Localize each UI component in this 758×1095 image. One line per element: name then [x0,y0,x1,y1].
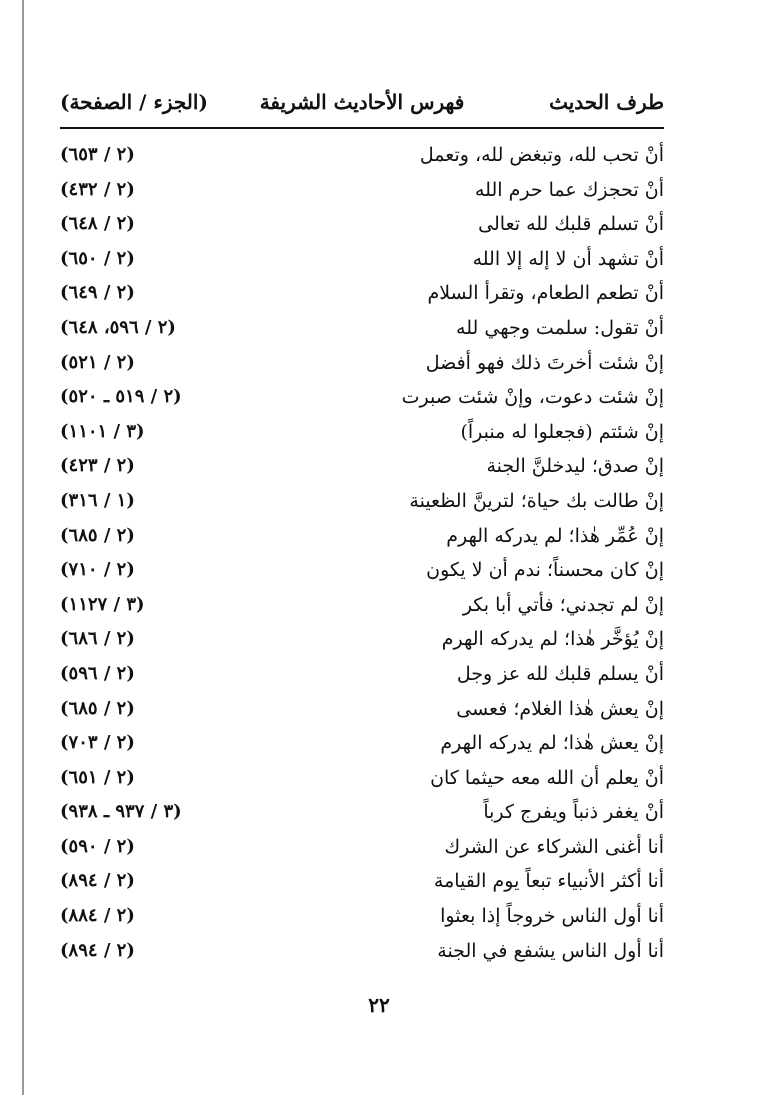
index-entry [60,176,664,211]
hadith-text: إنْ كان محسناً؛ ندم أن لا يكون [426,559,664,582]
volume-page-ref: (٣ / ١١٢٧) [60,593,145,615]
hadith-text: أنْ يغفر ذنباً ويفرج كرباً [483,801,664,824]
hadith-text: أنْ تسلم قلبك لله تعالى [478,213,664,236]
volume-page-ref: (٢ / ٦٤٩) [60,282,135,304]
volume-page-ref: (٢ / ٦٤٨) [60,213,135,235]
volume-page-ref: (٢ / ٥٢١) [60,351,135,373]
index-entry [60,660,664,695]
volume-page-ref: (٢ / ٧٠٣) [60,732,135,754]
volume-page-ref: (٣ / ٩٣٧ ـ ٩٣٨) [60,801,182,823]
index-entry [60,522,664,557]
volume-page-ref: (٢ / ٥١٩ ـ ٥٢٠) [60,386,182,408]
volume-page-ref: (٢ / ٦٥١) [60,766,135,788]
header-hadith-start: طرف الحديث [549,90,664,114]
hadith-text: إنْ طالت بك حياة؛ لترينَّ الظعينة [409,489,664,512]
hadith-index-list [60,141,664,971]
hadith-text: أنا أغنى الشركاء عن الشرك [444,835,664,858]
hadith-text: أنْ تحب لله، وتبغض لله، وتعمل [419,144,664,166]
header-volume-page: (الجزء / الصفحة) [60,90,208,114]
index-entry [60,695,664,730]
volume-page-ref: (٢ / ٤٣٢) [60,178,135,200]
volume-page-ref: (٢ / ٨٩٤) [60,939,135,961]
volume-page-ref: (٣ / ١١٠١) [60,420,145,442]
hadith-text: أنْ تحجزك عما حرم الله [475,178,664,201]
index-entry [60,937,664,972]
hadith-text: أنْ تشهد أن لا إله إلا الله [472,247,664,270]
hadith-text: إنْ شئتم (فجعلوا له منبراً) [460,420,664,443]
index-entry [60,902,664,937]
hadith-text: إنْ يُؤخَّر هٰذا؛ لم يدركه الهرم [441,628,664,651]
volume-page-ref: (٢ / ٦٥٣) [60,144,135,165]
header-rule [60,127,664,129]
index-entry [60,210,664,245]
index-entry [60,141,664,176]
hadith-text: أنْ يسلم قلبك لله عز وجل [456,662,664,685]
volume-page-ref: (٢ / ٨٩٤) [60,870,135,892]
volume-page-ref: (٢ / ٨٨٤) [60,905,135,927]
page-margin-line [22,0,24,1095]
index-entry [60,729,664,764]
header-index-title: فهرس الأحاديث الشريفة [259,90,465,114]
volume-page-ref: (٢ / ٦٨٦) [60,628,135,650]
volume-page-ref: (٢ / ٦٨٥) [60,524,135,546]
volume-page-ref: (٢ / ٥٩٠) [60,835,135,857]
volume-page-ref: (١ / ٣١٦) [60,489,135,511]
hadith-text: أنا أكثر الأنبياء تبعاً يوم القيامة [433,870,664,893]
index-entry [60,867,664,902]
hadith-text: إنْ عُمِّر هٰذا؛ لم يدركه الهرم [446,524,664,547]
volume-page-ref: (٢ / ٤٢٣) [60,455,135,477]
volume-page-ref: (٢ / ٧١٠) [60,559,135,581]
index-entry [60,487,664,522]
volume-page-ref: (٢ / ٦٥٠) [60,247,135,269]
volume-page-ref: (٢ / ٥٩٦) [60,662,135,684]
hadith-text: إنْ صدق؛ ليدخلنَّ الجنة [486,455,664,478]
index-entry [60,764,664,799]
index-entry [60,418,664,453]
volume-page-ref: (٢ / ٦٨٥) [60,697,135,719]
hadith-text: أنا أول الناس يشفع في الجنة [437,939,664,962]
index-entry [60,349,664,384]
hadith-text: إنْ يعش هٰذا؛ لم يدركه الهرم [440,732,664,755]
index-entry [60,279,664,314]
volume-page-ref: (٢ / ٥٩٦، ٦٤٨) [60,316,176,338]
index-entry [60,314,664,349]
hadith-text: إنْ لم تجدني؛ فأتي أبا بكر [462,593,664,616]
hadith-text: أنْ تطعم الطعام، وتقرأ السلام [427,282,664,305]
hadith-text: إنْ شئت أخرتَ ذلك فهو أفضل [425,351,664,374]
index-entry [60,383,664,418]
index-entry [60,556,664,591]
index-entry [60,833,664,868]
hadith-text: إنْ يعش هٰذا الغلام؛ فعسى [456,697,664,720]
index-entry [60,798,664,833]
hadith-text: إنْ شئت دعوت، وإنْ شئت صبرت [401,386,664,409]
index-header [60,90,664,122]
hadith-text: أنْ تقول: سلمت وجهي لله [456,316,664,339]
page-number: ٢٢ [368,993,390,1017]
hadith-text: أنْ يعلم أن الله معه حيثما كان [430,766,664,789]
hadith-text: أنا أول الناس خروجاً إذا بعثوا [440,905,664,928]
index-entry [60,245,664,280]
index-entry [60,591,664,626]
index-entry [60,452,664,487]
index-entry [60,625,664,660]
